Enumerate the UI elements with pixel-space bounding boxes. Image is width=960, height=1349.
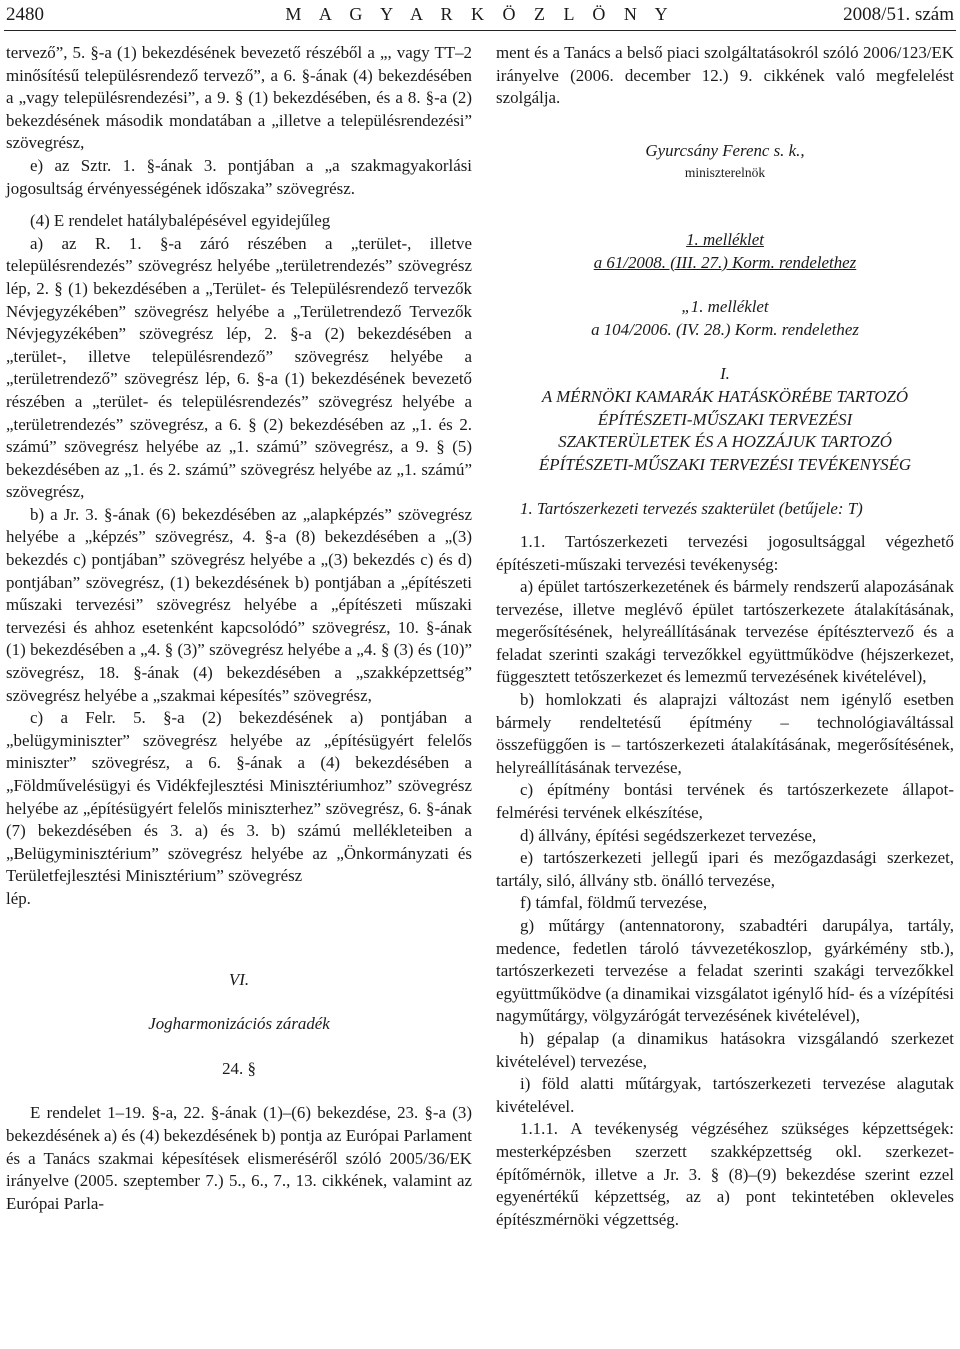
heading-line: ÉPÍTÉSZETI-MŰSZAKI TERVEZÉSI [597, 409, 853, 429]
annex-subtitle: a 61/2008. (III. 27.) Korm. rendelethez [593, 252, 857, 272]
section-number: VI. [228, 969, 250, 989]
section-title: Jogharmonizációs záradék [148, 1014, 330, 1034]
issue-number: 2008/51. szám [843, 4, 954, 25]
heading-line: SZAKTERÜLETEK ÉS A HOZZÁJUK TARTOZÓ [558, 432, 892, 452]
paragraph: (4) E rendelet hatálybalépésével egyidejűleg [30, 211, 331, 231]
page-header [0, 0, 960, 30]
paragraph: E rendelet 1–19. §-a, 22. §-ának (1)–(6) bekezdése, 23. §-a (3) bekezdésének a) és (4) bekezdésének b) pontja az Európai Parlament és a Tanács szakmai képesítések elismeréséről szóló 2005/36/EK irányelve (2005. szeptember 7.) 5., 6., 7., 13. cikkének, valamint az Európai Parla- [6, 1103, 472, 1213]
annex-subtitle: a 104/2006. (IV. 28.) Korm. rendelethez [591, 319, 859, 339]
heading-line: ÉPÍTÉSZETI-MŰSZAKI TERVEZÉSI TEVÉKENYSÉG [538, 454, 912, 474]
paragraph: 1.1. Tartószerkezeti tervezési jogosultsággal végezhető építészeti-műszaki tervezési tevékenység: [496, 531, 954, 574]
subheading: 1. Tartószerkezeti tervezés szakterület (betűjele: T) [520, 499, 863, 519]
paragraph-end: lép. [6, 888, 31, 908]
signature-name: Gyurcsány Ferenc s. k., [645, 140, 805, 160]
paragraph: c) a Felr. 5. §-a (2) bekezdésének a) pontjában a „belügyminiszter” szövegrész helyébe az „építésügyért felelős miniszter” szövegrész, a 6. §-ának a (4) bekezdésében a „Földművelésügyi és Vidékfejlesztési Minisztériumhoz” szövegrész helyébe az „építésügyért felelős miniszterhez” szövegrész, 6. §-ának (7) bekezdésében és 3. a) és 3. b) számú mellékleteiben a „Belügyminisztérium” szövegrész helyébe az „Önkormányzati és Területfejlesztési Minisztérium” szövegrész [6, 708, 472, 886]
list-item: i) föld alatti műtárgyak, tartószerkezeti tervezése alagutak kivételével. [496, 1074, 954, 1116]
list-item: b) homlokzati és alaprajzi változást nem igénylő esetben bármely rendeltetésű építmény – technológiaváltással összefüggően is – tartószerkezeti átalakításának, megerősítésének, helyreállításának tervezése, [496, 690, 954, 777]
heading-line: A MÉRNÖKI KAMARÁK HATÁSKÖRÉBE TARTOZÓ [541, 386, 909, 406]
signature-title: miniszterelnök [684, 165, 766, 181]
list-item: h) gépalap (a dinamikus hatásokra vizsgálandó szerkezet kivételével) tervezése, [496, 1028, 954, 1071]
roman-numeral: I. [720, 364, 730, 384]
list-item: f) támfal, földmű tervezése, [520, 893, 708, 913]
right-column [496, 42, 954, 1231]
list-item: c) építmény bontási tervének és tartószerkezete állapot-felmérési tervének elkészítése, [496, 780, 954, 823]
list-item: d) állvány, építési segédszerkezet tervezése, [520, 825, 817, 845]
left-column [6, 42, 472, 1215]
paragraph: b) a Jr. 3. §-ának (6) bekezdésében az „alapképzés” szövegrész helyébe a „képzés” szövegrész, 4. §-a (8) bekezdésében a „(3) bekezdés c) pontjában” szövegrész helyébe a „(3) bekezdés c) és d) pontjában” szövegrész, (1) bekezdésének b) pontjában a „építészeti műszaki tervezési” szövegrész helyébe a „építészeti műszaki tervezési és ahhoz esetenként kapcsolódó” szövegrész, 10. §-ának (1) bekezdésében a „4. § (3)” szövegrész helyébe a „4. § (3) és (10)” szövegrész, 18. §-ának (4) bekezdésében a „szakképzettség” szövegrész helyébe a „szakmai képesítés” szövegrész, [6, 504, 472, 705]
paragraph: ment és a Tanács a belső piaci szolgáltatásokról szóló 2006/123/EK irányelve (2006. december 12.) 9. cikkének való megfelelést szolgálja. [496, 43, 954, 108]
paragraph-number: 24. § [222, 1058, 256, 1078]
annex-title: „1. melléklet [681, 297, 769, 317]
paragraph: tervező”, 5. §-a (1) bekezdésének bevezető részéből a „, vagy TT–2 minősítésű településrendező tervező”, a 6. §-ának (4) bekezdésében a „vagy településrendezési”, a 9. § (1) bekezdésében, és a 8. §-a (2) bekezdésének második mondatában a „illetve a településrendezési” szövegrész, [6, 43, 472, 153]
paragraph: e) az Sztr. 1. §-ának 3. pontjában a „a szakmagyakorlási jogosultság érvényességének időszaka” szövegrész. [6, 155, 472, 198]
list-item: g) műtárgy (antennatorony, szabadtéri darupálya, tartály, medence, fedetlen tároló távvezetékoszlop, gyárkémény stb.), tartószerkezeti tervezése a feladat szerinti szakági tervezőkkel együttműködve (a dinamikai vizsgálatot igénylő híd- és a vízépítési nagyműtárgy, völgyzárógát tervezésének kivételével), [496, 916, 954, 1026]
list-item: e) tartószerkezeti jellegű ipari és mezőgazdasági szerkezet, tartály, siló, állvány stb. önálló tervezése, [496, 848, 954, 890]
journal-title: M A G Y A R K Ö Z L Ö N Y [285, 4, 675, 24]
list-item: a) épület tartószerkezetének és bármely rendszerű alapozásának tervezése, illetve meglévő épület tartószerkezete átalakításának, megerősítésének, helyreállításának tervezése építésztervező és a feladat szerinti szakági tervezőkkel együttműködve (héjszerkezet, függesztett tetőszerkezet és lemezmű tervezésének kivételével), [496, 577, 954, 687]
annex-title: 1. melléklet [686, 229, 764, 249]
paragraph: 1.1.1. A tevékenység végzéséhez szükséges képzettségek: mesterképzésben szerzett szakképzettség okl. szerkezet-építőmérnök, illetve a Jr. 3. § (8)–(9) bekezdése szerint ezzel egyenértékű képzettség, az a) pont tekintetében okleveles építészmérnöki végzettség. [496, 1119, 954, 1229]
header-rule [4, 30, 956, 31]
page-number: 2480 [6, 4, 44, 25]
paragraph: a) az R. 1. §-a záró részében a „terület-, illetve településrendezés” szövegrész helyébe „területrendezés” szövegrész lép, 2. § (1) bekezdésében a „Terület- és Településrendező tervezők Névjegyzékében” szövegrész helyébe a „Területrendező Tervezők Névjegyzékében” szövegrész lép, 2. §-a (2) bekezdésében a „terület-, illetve településrendező” szövegrész helyébe a „területrendező” szövegrész lép, 6. §-a (1) bekezdésének bevezető részében a „terület- és településrendezés” szövegrész helyébe a „területrendezés” szövegrész, a 6. § (2) bekezdésében az „1. és 2. számú” szövegrész helyébe az „1. számú” szövegrész, a 9. § (5) bekezdésében az „1. és 2. számú” szövegrész helyébe az „1. számú” szövegrész, [6, 233, 472, 502]
